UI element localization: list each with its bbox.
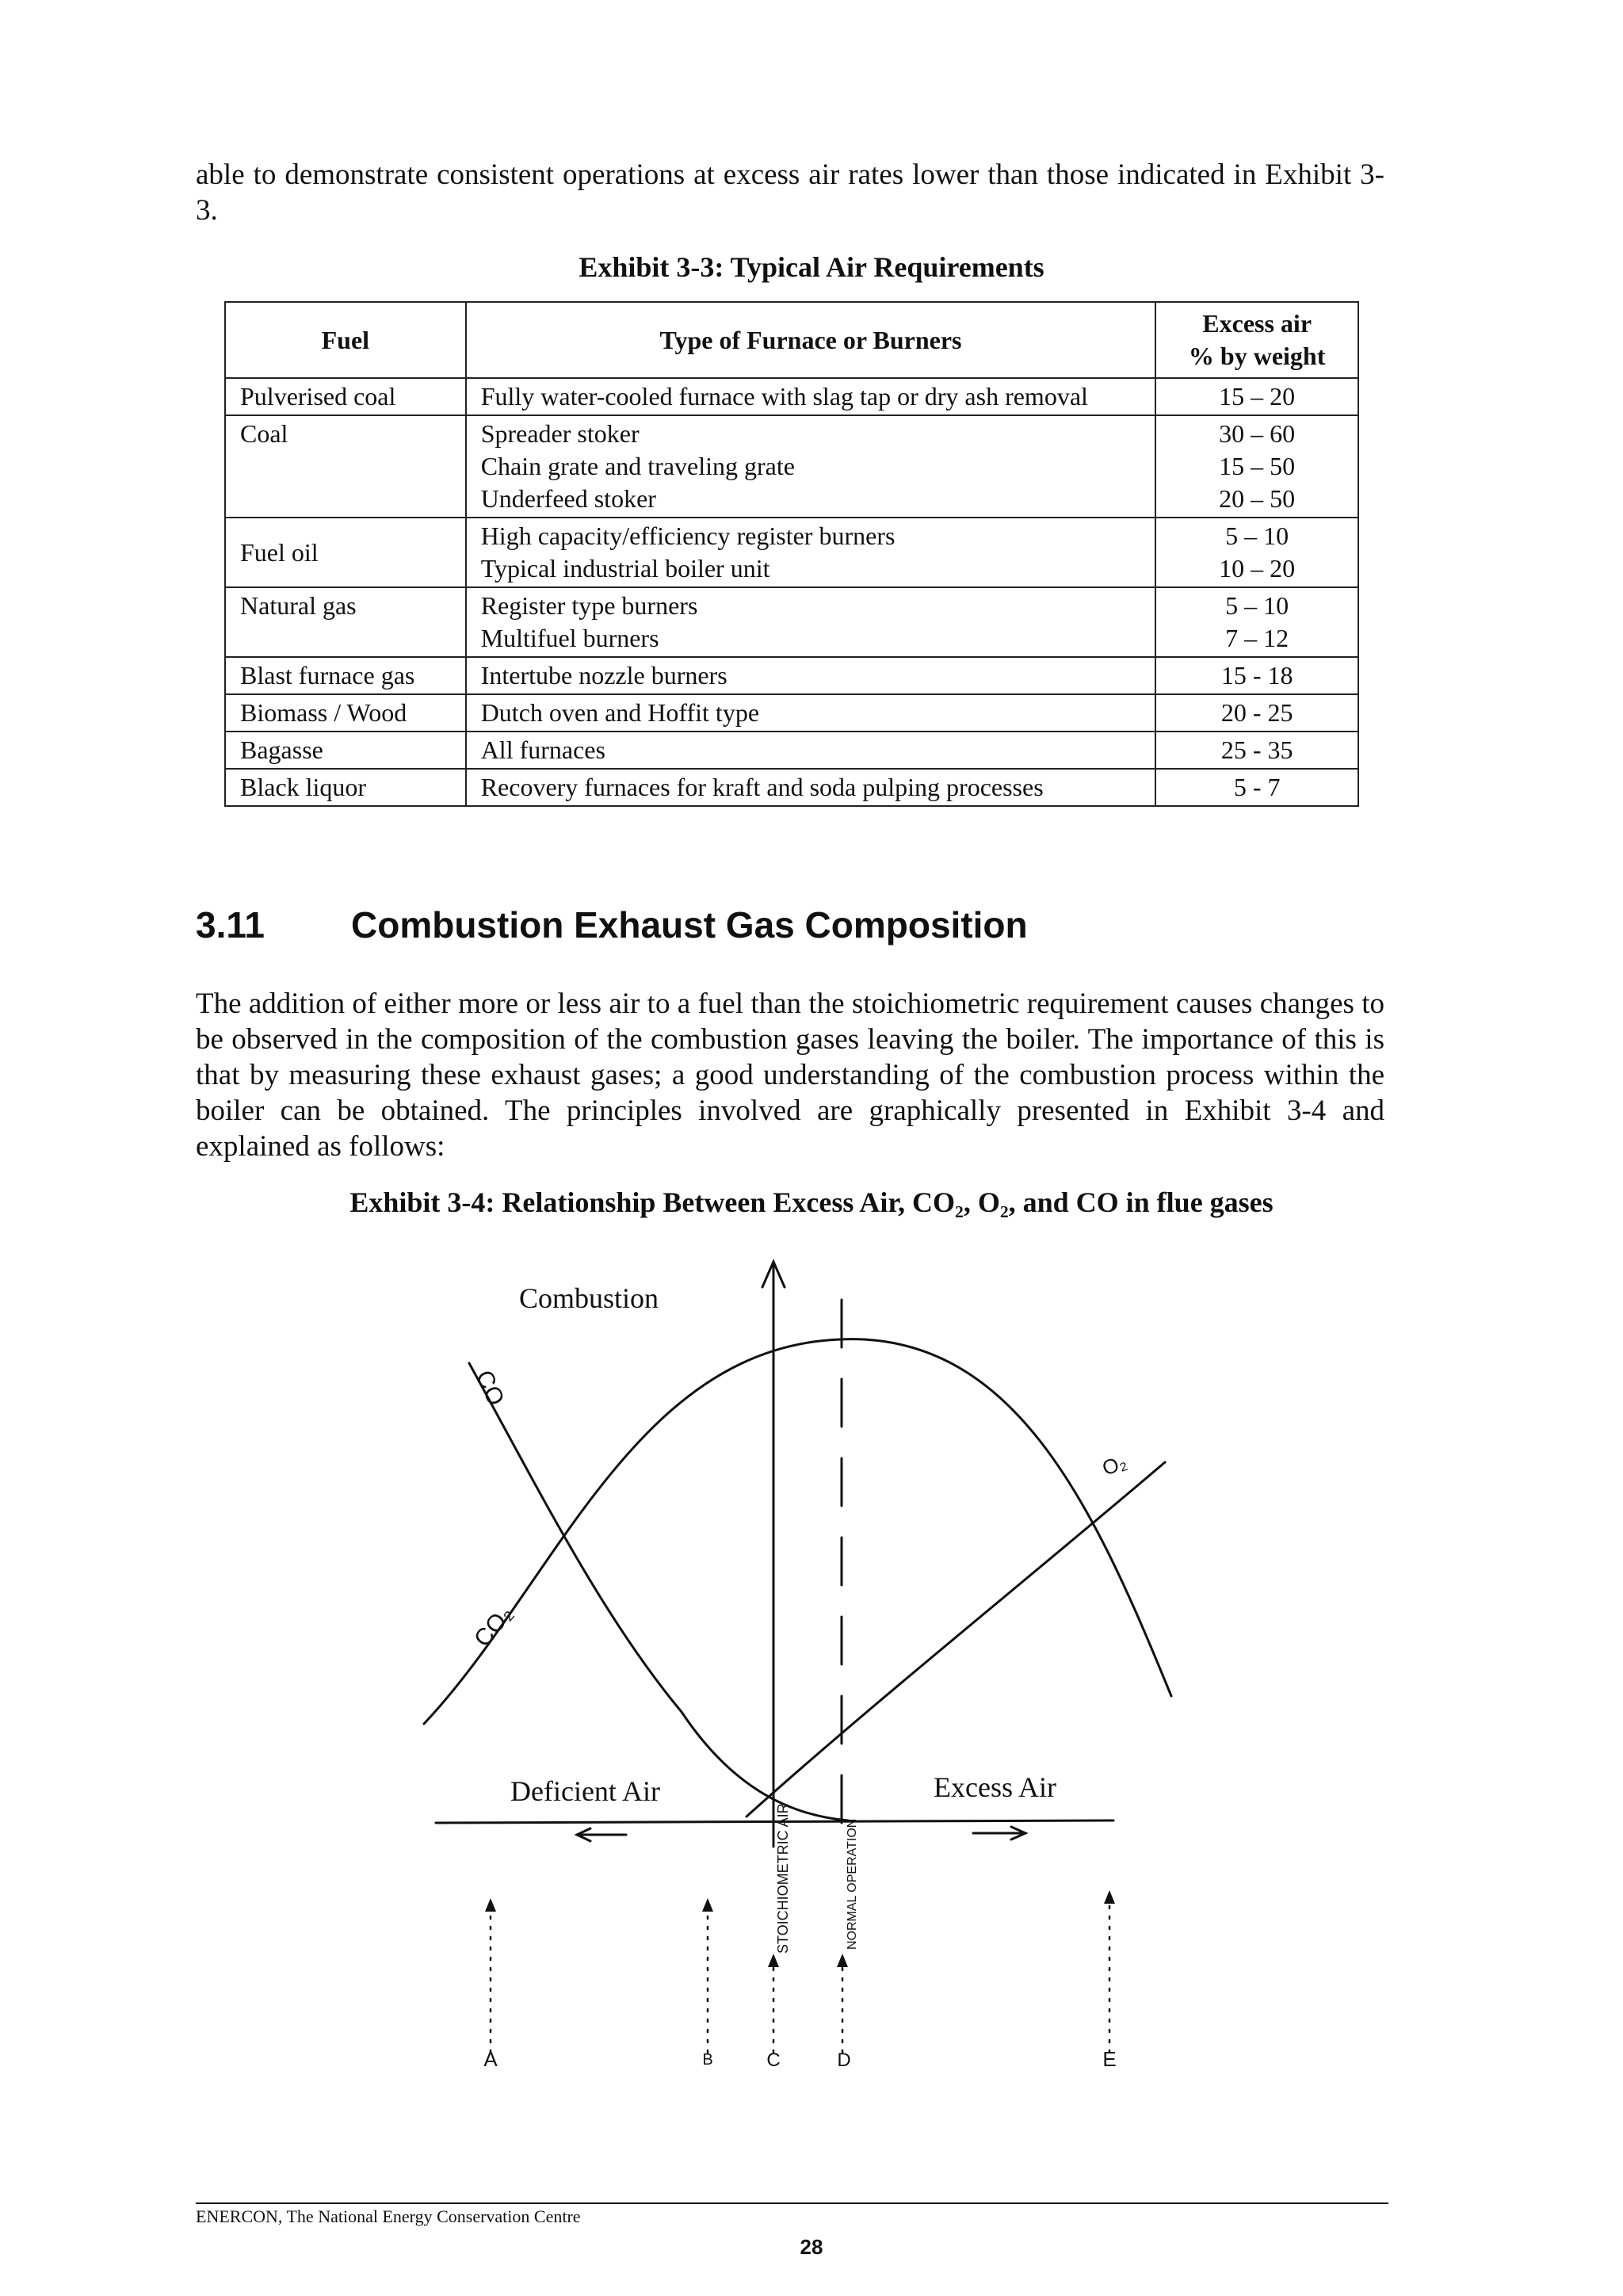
o2-curve <box>747 1462 1165 1817</box>
figure-caption: Exhibit 3-4: Relationship Between Excess Air, CO₂, O₂, and CO in flue gases <box>349 1186 1274 1218</box>
fuel-cell: Blast furnace gas <box>225 657 466 694</box>
furnace-type-line: Chain grate and traveling grate <box>480 452 795 480</box>
marker-arrow-a-icon <box>485 1898 496 1912</box>
furnace-type-line: Spreader stoker <box>480 419 640 448</box>
furnace-type-line: Multifuel burners <box>480 624 659 652</box>
furnace-type-line: High capacity/efficiency register burners <box>480 521 896 550</box>
fuel-cell: Biomass / Wood <box>225 694 466 732</box>
header-fuel: Fuel <box>225 302 466 378</box>
fuel-cell: Pulverised coal <box>225 378 466 415</box>
combustion-label: Combustion <box>519 1282 659 1314</box>
footer-organization: ENERCON, The National Energy Conservation Centre <box>196 2206 581 2226</box>
furnace-type-cell <box>466 587 1156 657</box>
excess-air-value: 5 – 10 <box>1225 591 1289 620</box>
furnace-type-line: Underfeed stoker <box>480 484 656 513</box>
excess-air-cell <box>1155 518 1358 587</box>
table-caption: Exhibit 3-3: Typical Air Requirements <box>579 251 1044 283</box>
section-number: 3.11 <box>196 904 265 946</box>
excess-air-value: 20 – 50 <box>1219 484 1296 513</box>
furnace-type-line: Register type burners <box>480 591 698 620</box>
intro-paragraph: able to demonstrate consistent operations at excess air rates lower than those indicated in Exhibit 3-3. <box>196 159 1384 227</box>
fuel-cell: Bagasse <box>225 732 466 769</box>
marker-label-e: E <box>1102 2047 1117 2071</box>
co2-curve <box>424 1339 1171 1724</box>
marker-arrow-e-icon <box>1104 1890 1115 1904</box>
table-row <box>225 518 1358 587</box>
furnace-type-line: Dutch oven and Hoffit type <box>480 698 760 727</box>
table-row <box>225 769 1358 806</box>
table-row <box>225 694 1358 732</box>
table-header-row <box>225 302 1358 378</box>
excess-air-cell <box>1155 694 1358 732</box>
excess-air-diagram <box>0 1244 1623 2100</box>
furnace-type-line: Fully water-cooled furnace with slag tap or dry ash removal <box>480 382 1088 411</box>
header-excess <box>1155 302 1358 378</box>
co2-label: CO₂ <box>469 1600 518 1652</box>
excess-air-value: 10 – 20 <box>1219 554 1296 583</box>
excess-air-cell <box>1155 657 1358 694</box>
excess-air-label: Excess Air <box>934 1771 1056 1803</box>
furnace-type-line: Recovery furnaces for kraft and soda pulping processes <box>480 773 1044 801</box>
excess-air-value: 7 – 12 <box>1225 624 1289 652</box>
excess-air-value: 15 – 50 <box>1219 452 1296 480</box>
excess-air-value: 15 – 20 <box>1219 382 1296 411</box>
header-excess-line2: % by weight <box>1188 342 1326 370</box>
section-heading <box>196 904 1028 946</box>
air-requirements-table <box>224 301 1359 807</box>
excess-air-value: 15 - 18 <box>1220 661 1293 690</box>
table-row <box>225 415 1358 518</box>
furnace-type-cell <box>466 732 1156 769</box>
marker-label-b: B <box>702 2051 713 2069</box>
table-row <box>225 378 1358 415</box>
excess-air-cell <box>1155 769 1358 806</box>
table-row <box>225 587 1358 657</box>
excess-air-value: 5 - 7 <box>1233 773 1281 801</box>
o2-label: O₂ <box>1098 1450 1130 1480</box>
table-row <box>225 657 1358 694</box>
section-title: Combustion Exhaust Gas Composition <box>351 904 1028 946</box>
excess-air-cell <box>1155 732 1358 769</box>
excess-air-value: 25 - 35 <box>1220 735 1293 764</box>
marker-label-d: D <box>837 2050 851 2071</box>
marker-arrow-d-icon <box>837 1954 848 1967</box>
furnace-type-cell <box>466 415 1156 518</box>
marker-arrow-c-icon <box>768 1954 779 1967</box>
fuel-cell: Fuel oil <box>225 518 466 587</box>
furnace-type-cell <box>466 769 1156 806</box>
furnace-type-cell <box>466 694 1156 732</box>
co-label: CO <box>470 1366 510 1410</box>
excess-air-cell <box>1155 415 1358 518</box>
furnace-type-cell <box>466 657 1156 694</box>
section-paragraph: The addition of either more or less air to a fuel than the stoichiometric requirement causes changes to be observed in the composition of the combustion gases leaving the boiler. The importance of this is that by measuring these exhaust gases; a good understanding of the combustion process within the boiler can be obtained. The principles involved are graphically presented in Exhibit 3-4 and explained as follows: <box>196 988 1384 1163</box>
page-number: 28 <box>800 2235 823 2259</box>
fuel-cell: Coal <box>225 415 466 518</box>
fuel-cell: Black liquor <box>225 769 466 806</box>
header-type: Type of Furnace or Burners <box>466 302 1156 378</box>
table-row <box>225 732 1358 769</box>
normal-operation-label: NORMAL OPERATION <box>846 1818 859 1950</box>
excess-air-cell <box>1155 587 1358 657</box>
fuel-cell: Natural gas <box>225 587 466 657</box>
marker-label-a: A <box>483 2047 498 2071</box>
footer-divider <box>196 2202 1388 2204</box>
furnace-type-line: Intertube nozzle burners <box>480 661 727 690</box>
marker-label-c: C <box>766 2050 781 2071</box>
header-excess-line1: Excess air <box>1202 309 1312 338</box>
stoichiometric-air-label: STOICHIOMETRIC AIR <box>775 1803 791 1954</box>
furnace-type-line: All furnaces <box>480 735 605 764</box>
deficient-air-label: Deficient Air <box>510 1775 660 1807</box>
furnace-type-cell <box>466 378 1156 415</box>
furnace-type-cell <box>466 518 1156 587</box>
marker-arrow-b-icon <box>702 1898 713 1912</box>
excess-air-cell <box>1155 378 1358 415</box>
excess-air-value: 20 - 25 <box>1220 698 1293 727</box>
excess-air-value: 30 – 60 <box>1219 419 1296 448</box>
excess-air-value: 5 – 10 <box>1225 521 1289 550</box>
furnace-type-line: Typical industrial boiler unit <box>480 554 770 583</box>
